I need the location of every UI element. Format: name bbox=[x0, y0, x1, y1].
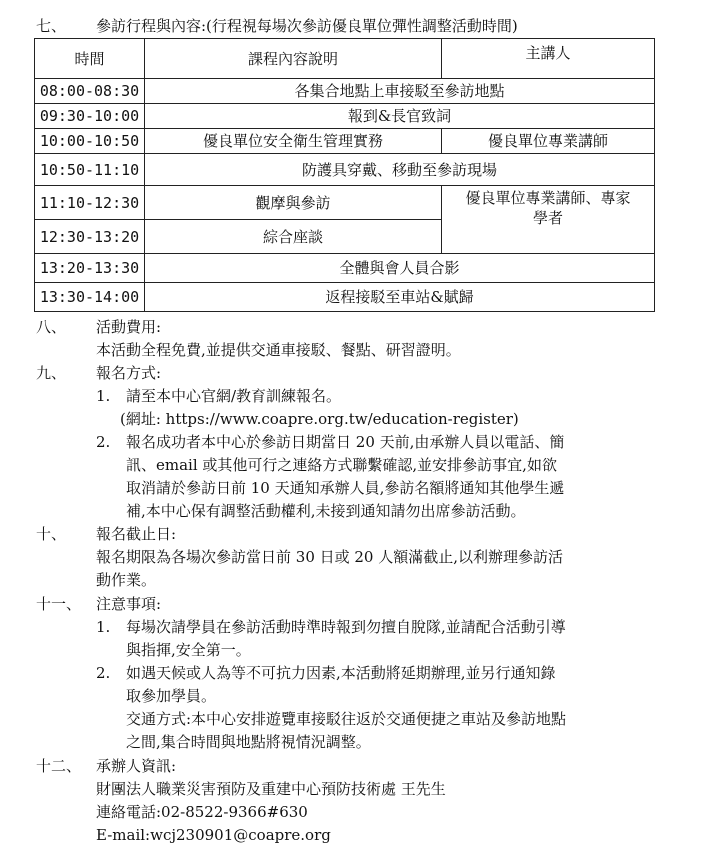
section-10-title: 報名截止日: bbox=[96, 525, 177, 543]
row-content: 防護具穿戴、移動至參訪現場 bbox=[145, 154, 655, 186]
section-9-item-1-number: 1. bbox=[96, 387, 111, 405]
contact-email: E-mail:wcj230901@coapre.org bbox=[96, 826, 331, 844]
section-8-body: 本活動全程免費,並提供交通車接駁、餐點、研習證明。 bbox=[96, 341, 461, 359]
row-speaker: 優良單位專業講師 bbox=[442, 129, 655, 154]
table-row bbox=[35, 283, 655, 312]
table-row bbox=[35, 154, 655, 186]
section-11-item-2-number: 2. bbox=[96, 664, 111, 682]
speaker-line-1: 優良單位專業講師、專家 bbox=[465, 189, 631, 207]
section-11-item-1-number: 1. bbox=[96, 618, 111, 636]
row-content: 各集合地點上車接駁至參訪地點 bbox=[145, 79, 655, 104]
section-9-title: 報名方式: bbox=[96, 364, 162, 382]
section-11-item-1-line-1: 每場次請學員在參訪活動時準時報到勿擅自脫隊,並請配合活動引導 bbox=[126, 618, 566, 636]
row-time: 09:30-10:00 bbox=[35, 104, 145, 129]
section-8-number: 八、 bbox=[36, 318, 67, 336]
section-7-number: 七、 bbox=[36, 17, 67, 35]
section-11-number: 十一、 bbox=[36, 595, 82, 613]
table-row bbox=[35, 254, 655, 283]
row-time: 12:30-13:20 bbox=[35, 220, 145, 254]
table-row bbox=[35, 104, 655, 129]
section-9-item-2-line-4: 補,本中心保有調整活動權利,未接到通知請勿出席參訪活動。 bbox=[126, 502, 526, 520]
contact-organization: 財團法人職業災害預防及重建中心預防技術處 王先生 bbox=[96, 780, 446, 798]
section-9-item-2-number: 2. bbox=[96, 433, 111, 451]
section-11-item-2-line-2: 取參加學員。 bbox=[126, 687, 217, 705]
row-content: 返程接駁至車站&賦歸 bbox=[145, 283, 655, 312]
row-content: 觀摩與參訪 bbox=[145, 186, 442, 220]
section-9-number: 九、 bbox=[36, 364, 67, 382]
section-9-item-1-line-2: (網址: https://www.coapre.org.tw/education-register) bbox=[120, 410, 519, 428]
table-header-row bbox=[35, 39, 655, 79]
row-speaker bbox=[442, 186, 655, 254]
table-row bbox=[35, 129, 655, 154]
section-7-title: 參訪行程與內容:(行程視每場次參訪優良單位彈性調整活動時間) bbox=[96, 17, 518, 35]
row-content: 報到&長官致詞 bbox=[145, 104, 655, 129]
section-12-number: 十二、 bbox=[36, 757, 82, 775]
header-time: 時間 bbox=[35, 39, 145, 79]
row-time: 11:10-12:30 bbox=[35, 186, 145, 220]
table-row bbox=[35, 186, 655, 220]
row-content: 優良單位安全衛生管理實務 bbox=[145, 129, 442, 154]
section-9-item-2-line-3: 取消請於參訪日前 10 天通知承辦人員,參訪名額將通知其他學生遞 bbox=[126, 479, 565, 497]
section-11-item-2-line-1: 如遇天候或人為等不可抗力因素,本活動將延期辦理,並另行通知錄 bbox=[126, 664, 556, 682]
row-time: 13:20-13:30 bbox=[35, 254, 145, 283]
schedule-table bbox=[34, 38, 655, 312]
section-11-item-1-line-2: 與指揮,安全第一。 bbox=[126, 641, 251, 659]
speaker-line-2: 學者 bbox=[532, 209, 563, 227]
row-content: 全體與會人員合影 bbox=[145, 254, 655, 283]
row-time: 08:00-08:30 bbox=[35, 79, 145, 104]
section-10-line-1: 報名期限為各場次參訪當日前 30 日或 20 人額滿截止,以利辦理參訪活 bbox=[96, 548, 564, 566]
section-9-item-2-line-2: 訊、email 或其他可行之連絡方式聯繫確認,並安排參訪事宜,如欲 bbox=[126, 456, 557, 474]
section-9-item-1-line-1: 請至本中心官網/教育訓練報名。 bbox=[126, 387, 342, 405]
section-9-item-2-line-1: 報名成功者本中心於參訪日期當日 20 天前,由承辦人員以電話、簡 bbox=[126, 433, 565, 451]
header-content: 課程內容說明 bbox=[145, 39, 442, 79]
section-12-title: 承辦人資訊: bbox=[96, 757, 177, 775]
table-row bbox=[35, 79, 655, 104]
section-11-item-2-line-4: 之間,集合時間與地點將視情況調整。 bbox=[126, 733, 371, 751]
section-8-title: 活動費用: bbox=[96, 318, 162, 336]
row-time: 10:50-11:10 bbox=[35, 154, 145, 186]
section-11-item-2-line-3: 交通方式:本中心安排遊覽車接駁往返於交通便捷之車站及參訪地點 bbox=[126, 710, 567, 728]
row-time: 13:30-14:00 bbox=[35, 283, 145, 312]
row-time: 10:00-10:50 bbox=[35, 129, 145, 154]
contact-phone: 連絡電話:02-8522-9366#630 bbox=[96, 803, 308, 821]
row-content: 綜合座談 bbox=[145, 220, 442, 254]
section-10-line-2: 動作業。 bbox=[96, 571, 157, 589]
section-10-number: 十、 bbox=[36, 525, 67, 543]
section-11-title: 注意事項: bbox=[96, 595, 162, 613]
header-speaker: 主講人 bbox=[442, 39, 655, 79]
